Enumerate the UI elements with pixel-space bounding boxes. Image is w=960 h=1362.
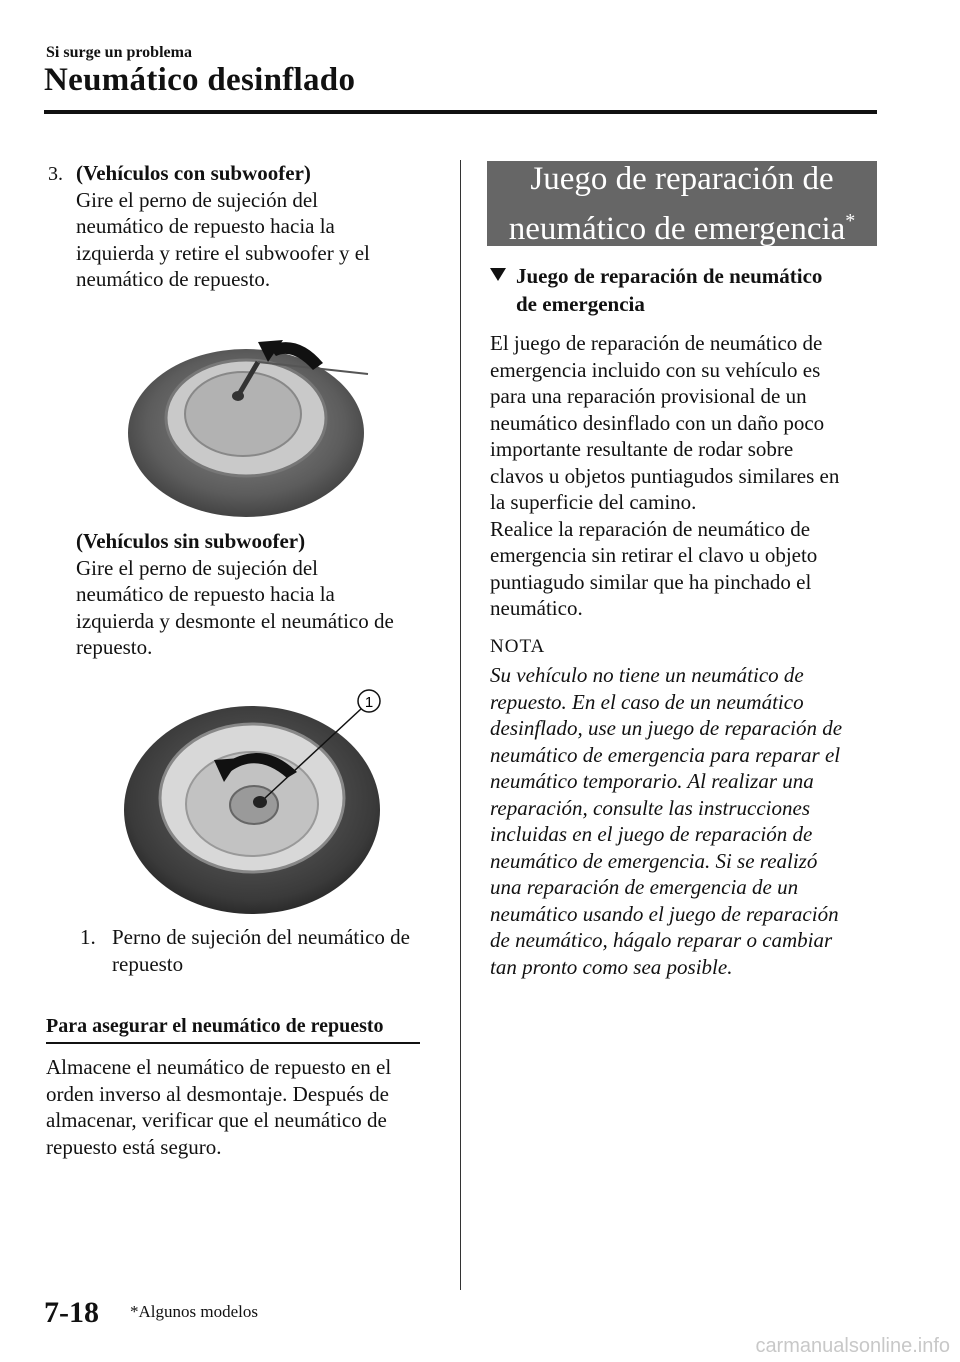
text-line: neumático temporario. Al realizar una: [490, 769, 814, 793]
intro-paragraph: [490, 330, 839, 622]
text-line: repuesto está seguro.: [46, 1134, 222, 1159]
text-line: Gire el perno de sujeción del: [76, 187, 318, 212]
text-line: Su vehículo no tiene un neumático de: [490, 663, 804, 687]
text-line: una reparación de emergencia de un: [490, 875, 799, 899]
sub-heading-line-2: de emergencia: [516, 292, 645, 316]
text-line: emergencia incluido con su vehículo es: [490, 357, 821, 382]
banner-line: Juego de reparación de: [530, 160, 834, 197]
text-line: Almacene el neumático de repuesto en el: [46, 1055, 392, 1079]
text-line: la superficie del camino.: [490, 490, 697, 514]
note-label: NOTA: [490, 636, 546, 657]
text-line: Perno de sujeción del neumático de: [112, 925, 410, 949]
legend-number: 1.: [80, 925, 96, 949]
title-rule: [44, 110, 877, 114]
text-line: orden inverso al desmontaje. Después de: [46, 1081, 389, 1106]
page-title: Neumático desinflado: [44, 62, 356, 98]
note-paragraph: [490, 662, 842, 980]
text-line: repuesto. En el caso de un neumático: [490, 689, 804, 714]
text-line: almacenar, verificar que el neumático de: [46, 1108, 387, 1132]
sub-heading-line: Juego de reparación de neumático: [516, 264, 823, 288]
text-line: neumático usando el juego de reparación: [490, 901, 839, 926]
text-line: reparación, consulte las instrucciones: [490, 795, 811, 820]
banner-asterisk: *: [845, 209, 856, 232]
text-line: izquierda y desmonte el neumático de: [76, 608, 394, 633]
text-line: desinflado, use un juego de reparación de: [490, 716, 843, 740]
text-line: de neumático, hágalo reparar o cambiar: [490, 928, 833, 952]
footnote: *Algunos modelos: [130, 1302, 258, 1321]
text-line: para una reparación provisional de un: [490, 384, 807, 408]
section-label: Si surge un problema: [46, 44, 192, 61]
text-line: clavos u objetos puntiagudos similares en: [490, 463, 840, 488]
text-line: El juego de reparación de neumático de: [490, 331, 823, 355]
step-3-with-subwoofer: [76, 160, 370, 293]
without-subwoofer-heading: (Vehículos sin subwoofer): [76, 529, 306, 553]
text-line: importante resultante de rodar sobre: [490, 437, 794, 461]
section-banner: [487, 161, 877, 246]
secure-heading: Para asegurar el neumático de repuesto: [46, 1015, 420, 1044]
text-line: repuesto.: [76, 635, 153, 659]
text-line: tan pronto como sea posible.: [490, 954, 733, 979]
text-line: neumático desinflado con un daño poco: [490, 410, 825, 435]
text-line: emergencia sin retirar el clavo u objeto: [490, 543, 818, 567]
triangle-bullet-icon: [490, 268, 506, 281]
text-line: puntiagudo similar que ha pinchado el: [490, 569, 812, 594]
callout-number: 1: [364, 694, 374, 711]
text-line: izquierda y retire el subwoofer y el: [76, 240, 370, 265]
text-line: Realice la reparación de neumático de: [490, 516, 811, 541]
text-line: neumático de repuesto.: [76, 267, 271, 291]
text-line: neumático de repuesto hacia la: [76, 214, 335, 238]
text-line: neumático de repuesto hacia la: [76, 582, 335, 606]
with-subwoofer-heading: (Vehículos con subwoofer): [76, 161, 311, 185]
text-line: neumático.: [490, 596, 583, 620]
watermark: carmanualsonline.info: [755, 1335, 950, 1357]
text-line: repuesto: [112, 951, 184, 976]
text-line: Gire el perno de sujeción del: [76, 555, 318, 580]
text-line: neumático de emergencia. Si se realizó: [490, 848, 818, 873]
spare-tire-illustration: [122, 680, 392, 920]
banner-line-text: neumático de emergencia: [508, 210, 846, 247]
page-number: 7-18: [44, 1296, 99, 1329]
step-3-without-subwoofer: [76, 528, 394, 661]
sub-heading: [490, 262, 822, 318]
text-line: incluidas en el juego de reparación de: [490, 822, 813, 846]
step-number: 3.: [48, 163, 63, 185]
secure-paragraph: [46, 1054, 391, 1160]
legend-text: [112, 924, 410, 977]
spare-tire-subwoofer-illustration: [118, 318, 398, 518]
column-divider: [460, 160, 461, 1290]
text-line: neumático de emergencia para reparar el: [490, 742, 841, 767]
banner-line-2: [487, 200, 877, 250]
